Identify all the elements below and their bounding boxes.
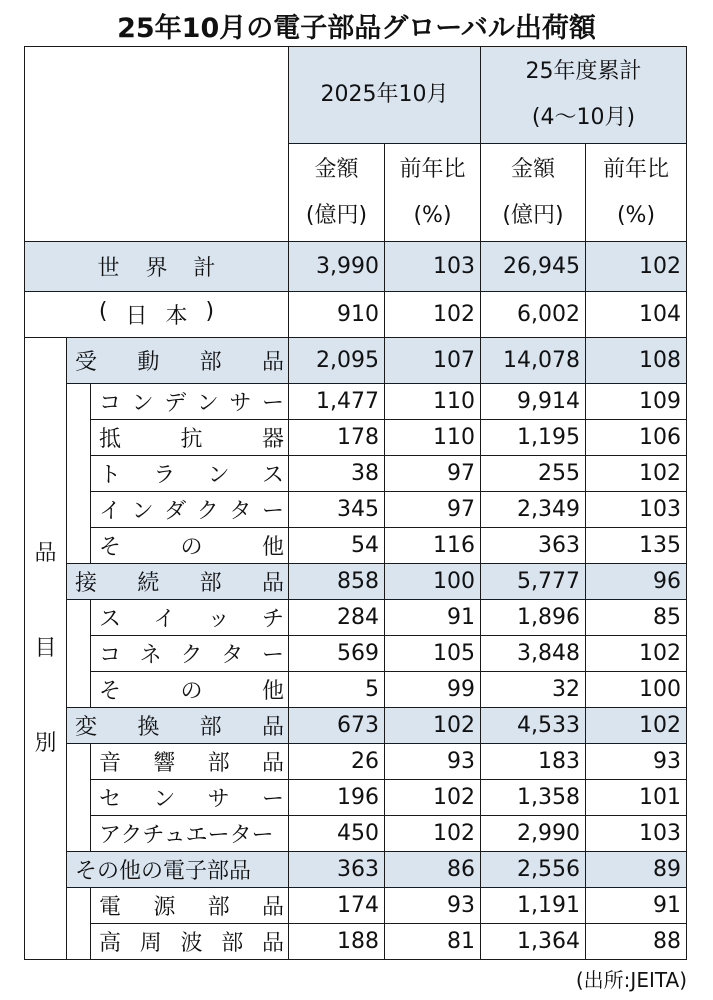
ratio-2025-cell: 81 (385, 924, 481, 960)
amount-cum-cell: 9,914 (481, 384, 586, 420)
amount-2025-cell: 26 (289, 744, 385, 780)
item-label-cell (91, 780, 289, 816)
amount-2025-cell: 2,095 (289, 338, 385, 384)
item-label-cell (91, 420, 289, 456)
header-cumulative-line2: (4〜10月) (531, 105, 636, 130)
indent-cell (67, 780, 91, 816)
ratio-cum-cell: 96 (586, 564, 687, 600)
row-label-char: ク (196, 499, 219, 524)
ratio-2025-cell: 105 (385, 636, 481, 672)
row-label-char: 変 (75, 715, 98, 740)
row-label-char: 続 (137, 571, 160, 596)
amount-cum-cell: 1,364 (481, 924, 586, 960)
indent-cell (67, 816, 91, 852)
ratio-cum-cell: 103 (586, 492, 687, 528)
row-label-char: ( (98, 299, 108, 324)
header-amount-label: 金額 (314, 156, 359, 182)
ratio-cum-cell: 101 (586, 780, 687, 816)
row-label-char: 他 (261, 535, 284, 560)
row-label-char: そ (99, 535, 122, 560)
row-label-cell (25, 242, 289, 292)
ratio-2025-cell: 93 (385, 744, 481, 780)
indent-cell (67, 384, 91, 420)
ratio-2025-cell: 99 (385, 672, 481, 708)
row-label-char: 品 (261, 571, 284, 596)
ratio-cum-cell: 102 (586, 708, 687, 744)
indent-cell (67, 600, 91, 636)
indent-cell (67, 888, 91, 924)
amount-2025-cell: 5 (289, 672, 385, 708)
ratio-2025-cell: 110 (385, 420, 481, 456)
item-label-cell (91, 672, 289, 708)
category-label-cell (67, 338, 289, 384)
row-label-char: 部 (207, 895, 230, 920)
header-ratio-cum (586, 144, 687, 242)
item-label-cell (91, 744, 289, 780)
ratio-cum-cell: 91 (586, 888, 687, 924)
category-label-cell (67, 564, 289, 600)
row-label-char: 部 (199, 350, 222, 375)
row-label-char: アクチュエーター (99, 823, 274, 848)
ratio-cum-cell: 102 (586, 456, 687, 492)
amount-2025-cell: 178 (289, 420, 385, 456)
row-label-char: 源 (153, 895, 176, 920)
item-label-cell (91, 636, 289, 672)
side-label-char: 品 (34, 541, 57, 566)
row-label-char: 計 (193, 256, 216, 281)
ratio-cum-cell: 104 (586, 292, 687, 338)
item-label-cell (91, 600, 289, 636)
row-label-char: 音 (99, 751, 122, 776)
amount-cum-cell: 1,191 (481, 888, 586, 924)
amount-2025-cell: 363 (289, 852, 385, 888)
ratio-2025-cell: 102 (385, 292, 481, 338)
row-label-char: 受 (75, 350, 98, 375)
amount-2025-cell: 450 (289, 816, 385, 852)
amount-2025-cell: 569 (289, 636, 385, 672)
indent-cell (67, 492, 91, 528)
item-label-cell (91, 888, 289, 924)
row-label-char: ー (261, 643, 284, 668)
amount-2025-cell: 858 (289, 564, 385, 600)
amount-cum-cell: 2,990 (481, 816, 586, 852)
amount-cum-cell: 5,777 (481, 564, 586, 600)
header-amount-unit: (億円) (502, 202, 564, 228)
ratio-2025-cell: 97 (385, 492, 481, 528)
row-label-char: コ (99, 643, 122, 668)
header-ratio-label: 前年比 (602, 156, 669, 182)
row-label-char: 波 (180, 931, 203, 956)
item-label-cell (91, 456, 289, 492)
header-ratio-label: 前年比 (399, 156, 466, 182)
shipment-table (24, 46, 687, 960)
row-label-char: ネ (139, 643, 162, 668)
amount-cum-cell: 6,002 (481, 292, 586, 338)
row-label-char: イ (99, 499, 122, 524)
header-cumulative-line1: 25年度累計 (525, 59, 642, 84)
row-label-char: 品 (261, 715, 284, 740)
row-label-char: 抗 (180, 427, 203, 452)
header-ratio-2025 (385, 144, 481, 242)
row-label-char: ッ (207, 607, 230, 632)
amount-2025-cell: 188 (289, 924, 385, 960)
header-ratio-unit: (%) (616, 202, 656, 228)
row-label-char: ー (261, 499, 284, 524)
item-label-cell (91, 528, 289, 564)
indent-cell (67, 636, 91, 672)
ratio-cum-cell: 106 (586, 420, 687, 456)
ratio-cum-cell: 109 (586, 384, 687, 420)
amount-2025-cell: 673 (289, 708, 385, 744)
amount-2025-cell: 54 (289, 528, 385, 564)
row-label-char: の (180, 679, 203, 704)
header-cumulative (481, 47, 687, 144)
header-2025-oct-label: 2025年10月 (320, 82, 449, 107)
ratio-cum-cell: 85 (586, 600, 687, 636)
item-label-cell (91, 492, 289, 528)
row-label-char: ン (196, 391, 219, 416)
row-label-char: 部 (199, 571, 222, 596)
row-label-char: ) (205, 299, 215, 324)
indent-cell (67, 528, 91, 564)
amount-cum-cell: 1,195 (481, 420, 586, 456)
ratio-2025-cell: 110 (385, 384, 481, 420)
amount-cum-cell: 2,349 (481, 492, 586, 528)
row-label-char: タ (221, 643, 244, 668)
item-label-cell (91, 816, 289, 852)
amount-cum-cell: 2,556 (481, 852, 586, 888)
ratio-2025-cell: 102 (385, 780, 481, 816)
ratio-2025-cell: 97 (385, 456, 481, 492)
row-label-char: ス (261, 463, 284, 488)
row-label-char: そ (99, 679, 122, 704)
amount-2025-cell: 345 (289, 492, 385, 528)
row-label-char: 日 (125, 304, 148, 329)
row-label-char: 動 (137, 350, 160, 375)
amount-cum-cell: 183 (481, 744, 586, 780)
row-label-char: 接 (75, 571, 98, 596)
ratio-2025-cell: 93 (385, 888, 481, 924)
row-label-char: チ (261, 607, 284, 632)
row-label-char: ン (207, 463, 230, 488)
page-title: 25年10月の電子部品グローバル出荷額 (117, 13, 596, 44)
side-label-char: 別 (34, 731, 57, 756)
row-label-char: サ (229, 391, 252, 416)
amount-2025-cell: 3,990 (289, 242, 385, 292)
amount-2025-cell: 174 (289, 888, 385, 924)
header-2025-oct (289, 47, 481, 144)
ratio-2025-cell: 102 (385, 708, 481, 744)
header-corner-cell (25, 47, 289, 242)
side-label-char: 目 (34, 636, 57, 661)
ratio-cum-cell: 100 (586, 672, 687, 708)
amount-2025-cell: 38 (289, 456, 385, 492)
row-label-char: タ (229, 499, 252, 524)
row-label-char: 器 (261, 427, 284, 452)
amount-cum-cell: 32 (481, 672, 586, 708)
ratio-cum-cell: 103 (586, 816, 687, 852)
row-label-char: 品 (261, 751, 284, 776)
row-label-char: 部 (207, 751, 230, 776)
row-label-char: サ (207, 787, 230, 812)
amount-cum-cell: 255 (481, 456, 586, 492)
amount-cum-cell: 1,896 (481, 600, 586, 636)
row-label-char: 品 (261, 895, 284, 920)
row-label-char: ダ (164, 499, 187, 524)
header-ratio-unit: (%) (413, 202, 452, 228)
indent-cell (67, 744, 91, 780)
ratio-2025-cell: 107 (385, 338, 481, 384)
item-label-cell (91, 384, 289, 420)
row-label-cell (25, 292, 289, 338)
ratio-2025-cell: 91 (385, 600, 481, 636)
amount-2025-cell: 1,477 (289, 384, 385, 420)
row-label-char: ス (99, 607, 122, 632)
amount-cum-cell: 1,358 (481, 780, 586, 816)
row-label-char: ー (261, 787, 284, 812)
amount-cum-cell: 14,078 (481, 338, 586, 384)
amount-cum-cell: 26,945 (481, 242, 586, 292)
row-label-char: の (180, 535, 203, 560)
indent-cell (67, 456, 91, 492)
amount-2025-cell: 910 (289, 292, 385, 338)
ratio-cum-cell: 89 (586, 852, 687, 888)
row-label-char: 抵 (99, 427, 122, 452)
amount-cum-cell: 4,533 (481, 708, 586, 744)
row-label-char: ラ (153, 463, 176, 488)
item-label-cell (91, 924, 289, 960)
row-label-char: イ (153, 607, 176, 632)
row-label-char: 高 (99, 931, 122, 956)
row-label-char: 部 (199, 715, 222, 740)
ratio-cum-cell: 88 (586, 924, 687, 960)
indent-cell (67, 672, 91, 708)
row-label-char: 電 (99, 895, 122, 920)
row-label-char: デ (164, 391, 187, 416)
source-note: (出所:JEITA) (575, 968, 687, 992)
row-label-char: 周 (139, 931, 162, 956)
ratio-cum-cell: 102 (586, 242, 687, 292)
row-label-char: 響 (153, 751, 176, 776)
row-label-char: セ (99, 787, 122, 812)
row-label-char: その他の電子部品 (75, 859, 252, 884)
row-label-char: ン (153, 787, 176, 812)
row-label-char: 部 (221, 931, 244, 956)
ratio-cum-cell: 93 (586, 744, 687, 780)
ratio-2025-cell: 86 (385, 852, 481, 888)
indent-cell (67, 420, 91, 456)
header-amount-2025 (289, 144, 385, 242)
row-label-char: ー (261, 391, 284, 416)
category-label-cell (67, 852, 289, 888)
ratio-2025-cell: 100 (385, 564, 481, 600)
indent-cell (67, 924, 91, 960)
category-label-cell (67, 708, 289, 744)
row-label-char: 品 (261, 350, 284, 375)
row-label-char: ン (131, 391, 154, 416)
row-label-char: ト (99, 463, 122, 488)
row-label-char: ク (180, 643, 203, 668)
amount-2025-cell: 284 (289, 600, 385, 636)
row-label-char: 他 (261, 679, 284, 704)
amount-cum-cell: 363 (481, 528, 586, 564)
row-label-char: 換 (137, 715, 160, 740)
row-label-char: 本 (165, 304, 188, 329)
row-label-char: ン (131, 499, 154, 524)
ratio-2025-cell: 102 (385, 816, 481, 852)
header-amount-label: 金額 (510, 156, 555, 182)
row-label-char: 世 (97, 256, 120, 281)
row-label-char: 品 (261, 931, 284, 956)
ratio-cum-cell: 102 (586, 636, 687, 672)
ratio-cum-cell: 135 (586, 528, 687, 564)
ratio-cum-cell: 108 (586, 338, 687, 384)
ratio-2025-cell: 116 (385, 528, 481, 564)
ratio-2025-cell: 103 (385, 242, 481, 292)
header-amount-cum (481, 144, 586, 242)
row-label-char: 界 (145, 256, 168, 281)
side-label-by-item (25, 338, 67, 960)
header-amount-unit: (億円) (305, 202, 368, 228)
amount-cum-cell: 3,848 (481, 636, 586, 672)
row-label-char: コ (99, 391, 122, 416)
amount-2025-cell: 196 (289, 780, 385, 816)
